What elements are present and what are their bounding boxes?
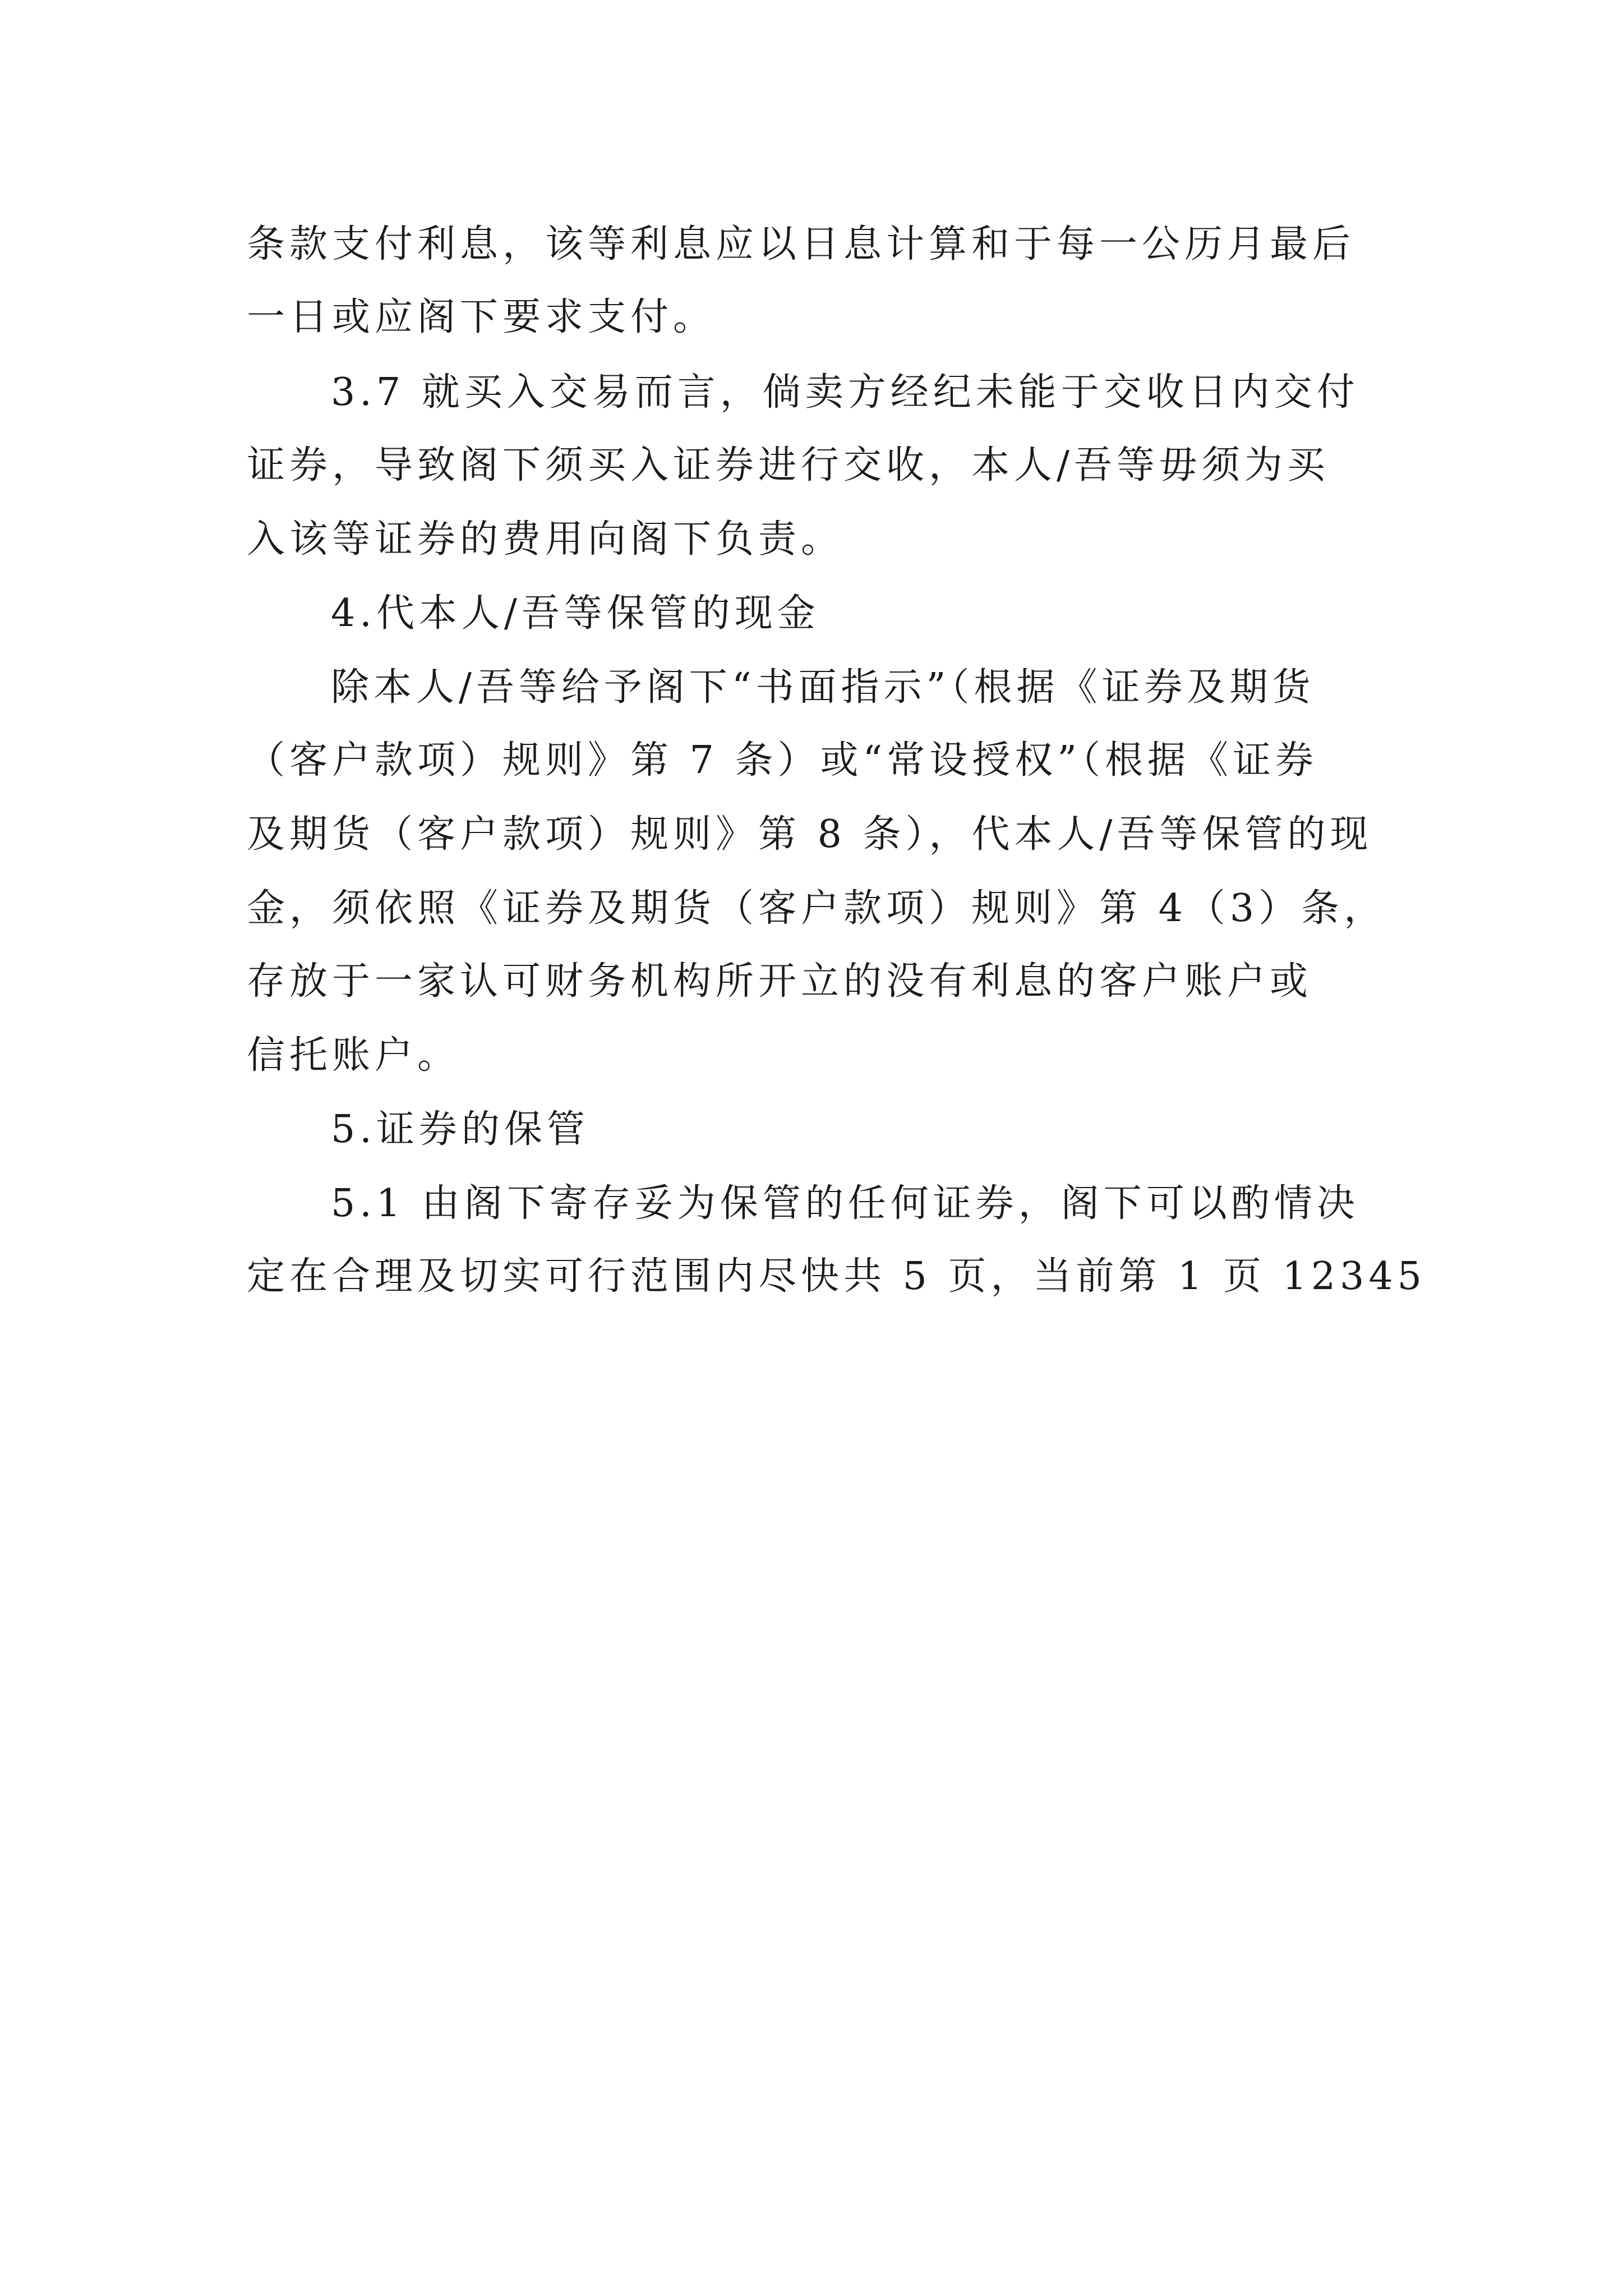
text-line-2: 一日或应阁下要求支付。 xyxy=(247,295,716,339)
text-line-11: 存放于一家认可财务机构所开立的没有利息的客户账户或 xyxy=(247,959,1313,1004)
text-line-4: 证券，导致阁下须买入证券进行交收，本人/吾等毋须为买 xyxy=(247,443,1330,487)
text-line-5: 入该等证券的费用向阁下负责。 xyxy=(247,517,844,562)
text-line-13: 5.证券的保管 xyxy=(331,1107,589,1152)
text-line-7: 除本人/吾等给予阁下“书面指示”（根据《证券及期货 xyxy=(331,665,1315,710)
text-line-15: 定在合理及切实可行范围内尽快共 5 页，当前第 1 页 12345 xyxy=(247,1254,1426,1299)
text-line-9: 及期货（客户款项）规则》第 8 条），代本人/吾等保管的现 xyxy=(247,812,1373,857)
text-line-12: 信托账户。 xyxy=(247,1033,460,1078)
text-line-8: （客户款项）规则》第 7 条）或“常设授权”（根据《证券 xyxy=(247,738,1318,783)
text-line-14: 5.1 由阁下寄存妥为保管的任何证券，阁下可以酌情决 xyxy=(331,1181,1359,1226)
text-line-1: 条款支付利息，该等利息应以日息计算和于每一公历月最后 xyxy=(247,222,1355,266)
text-line-10: 金，须依照《证券及期货（客户款项）规则》第 4（3）条， xyxy=(247,886,1387,931)
text-line-3: 3.7 就买入交易而言，倘卖方经纪未能于交收日内交付 xyxy=(331,370,1359,415)
text-line-6: 4.代本人/吾等保管的现金 xyxy=(331,591,820,636)
document-body xyxy=(247,0,1426,2296)
